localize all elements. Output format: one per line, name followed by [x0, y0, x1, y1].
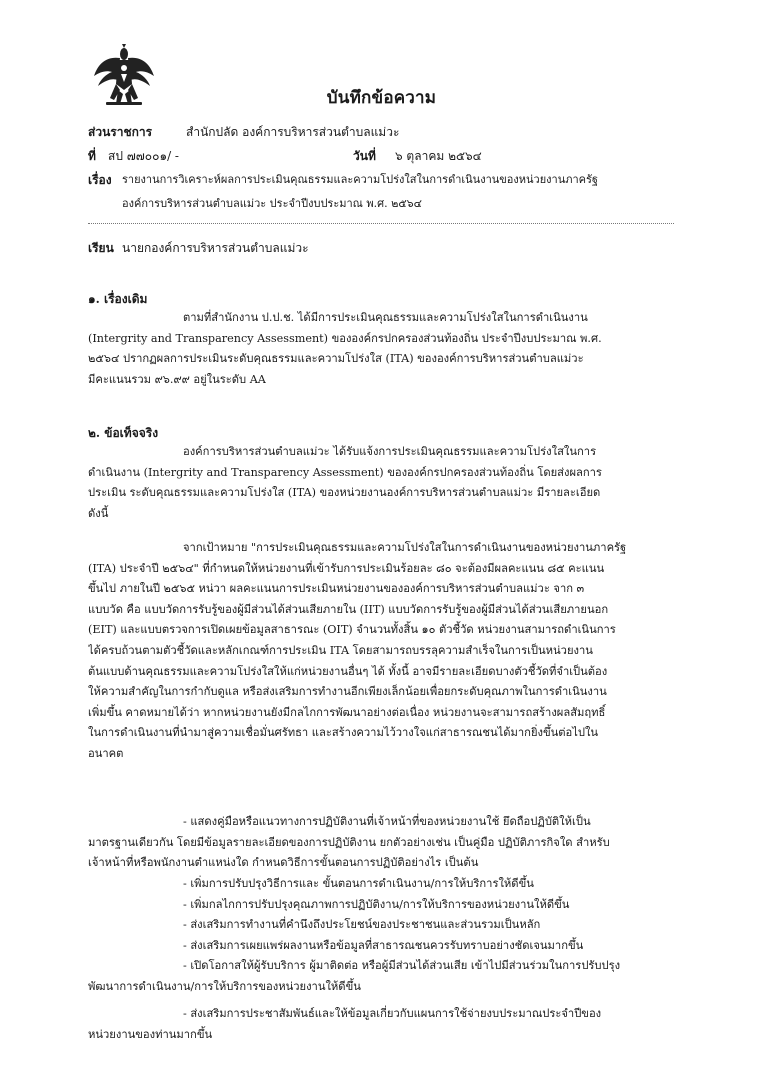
bullet-open-participation — [88, 956, 676, 997]
text-line: หน่วยงานของท่านมากขึ้น — [88, 1027, 213, 1041]
list-item: - ส่งเสริมการทำงานที่คำนึงถึงประโยชน์ของประชาชนและส่วนรวมเป็นหลัก — [183, 918, 541, 932]
subject-line-2: องค์การบริหารส่วนตำบลแม่วะ ประจำปีงบประมาณ พ.ศ. ๒๕๖๔ — [122, 197, 422, 210]
text-line: เพิ่มขึ้น คาดหมายได้ว่า หากหน่วยงานยังมีกลไกการพัฒนาอย่างต่อเนื่อง หน่วยงานจะสามารถสร้างผลสัมฤทธิ์ — [88, 705, 606, 719]
org-label: ส่วนราชการ — [88, 125, 153, 139]
text-line: องค์การบริหารส่วนตำบลแม่วะ ได้รับแจ้งการประเมินคุณธรรมและความโปร่งใสในการ — [183, 445, 597, 458]
text-line: อนาคต — [88, 746, 124, 760]
document-title: บันทึกข้อความ — [326, 88, 437, 108]
section-2-heading: ๒. ข้อเท็จจริง — [88, 426, 159, 440]
text-line: - เปิดโอกาสให้ผู้รับบริการ ผู้มาติดต่อ หรือผู้มีส่วนได้ส่วนเสีย เข้าไปมีส่วนร่วมในการปรับปรุง — [183, 959, 621, 972]
to-value: นายกองค์การบริหารส่วนตำบลแม่วะ — [122, 241, 309, 255]
section-1-heading: ๑. เรื่องเดิม — [88, 292, 148, 306]
text-line: แบบวัด คือ แบบวัดการรับรู้ของผู้มีส่วนได้ส่วนเสียภายใน (IIT) แบบวัดการรับรู้ของผู้มีส่วนได้ส่วนเสียภายนอก — [88, 602, 609, 616]
text-line: มาตรฐานเดียวกัน โดยมีข้อมูลรายละเอียดของการปฏิบัติงาน ยกตัวอย่างเช่น เป็นคู่มือ ปฏิบัติภารกิจใด สำหรับ — [88, 835, 610, 849]
list-item: - ส่งเสริมการเผยแพร่ผลงานหรือข้อมูลที่สาธารณชนควรรับทราบอย่างชัดเจนมากขึ้น — [183, 938, 584, 952]
subject-line-1: รายงานการวิเคราะห์ผลการประเมินคุณธรรมและความโปร่งใสในการดำเนินงานของหน่วยงานภาครัฐ — [122, 173, 598, 186]
ref-value: สป ๗๗๐๐๑/ - — [108, 149, 179, 163]
ref-label: ที่ — [88, 149, 96, 163]
list-item: - เพิ่มการปรับปรุงวิธีการและ ขั้นตอนการดำเนินงาน/การให้บริการให้ดีขึ้น — [183, 877, 534, 890]
section-1-body — [88, 308, 676, 390]
header-divider — [88, 223, 674, 224]
text-line: ขึ้นไป ภายในปี ๒๕๖๕ หน่วา ผลคะแนนการประเมินหน่วยงานขององค์การบริหารส่วนตำบลแม่วะ จาก ๓ — [88, 582, 585, 596]
text-line: ได้ครบถ้วนตามตัวชี้วัดและหลักเกณฑ์การประเมิน ITA โดยสามารถบรรลุความสำเร็จในการเป็นหน่วยงาน — [88, 643, 593, 657]
text-line: ให้ความสำคัญในการกำกับดูแล หรือส่งเสริมการทำงานอีกเพียงเล็กน้อยเพื่อยกระดับคุณภาพในการดำเนินงาน — [88, 685, 607, 699]
text-line: พัฒนาการดำเนินงาน/การให้บริการของหน่วยงานให้ดีขึ้น — [88, 979, 361, 993]
text-line: ดำเนินงาน (Intergrity and Transparency Assessment) ขององค์กรปกครองส่วนท้องถิ่น โดยส่งผลการ — [88, 465, 602, 479]
text-line: ตามที่สำนักงาน ป.ป.ช. ได้มีการประเมินคุณธรรมและความโปร่งใสในการดำเนินงาน — [183, 311, 588, 324]
to-label: เรียน — [88, 241, 114, 255]
text-line: มีคะแนนรวม ๙๖.๙๙ อยู่ในระดับ AA — [88, 372, 266, 386]
text-line: ดังนี้ — [88, 506, 109, 520]
subject-label: เรื่อง — [88, 173, 112, 187]
section-2-para-1 — [88, 442, 676, 524]
bullet-manual — [88, 812, 676, 874]
list-item: - เพิ่มกลไกการปรับปรุงคุณภาพการปฏิบัติงาน/การให้บริการของหน่วยงานให้ดีขึ้น — [183, 897, 570, 911]
text-line: (Intergrity and Transparency Assessment) ขององค์กรปกครองส่วนท้องถิ่น ประจำปีงบประมาณ พ.ศ. — [88, 331, 602, 345]
text-line: - ส่งเสริมการประชาสัมพันธ์และให้ข้อมูลเกี่ยวกับแผนการใช้จ่ายงบประมาณประจำปีของ — [183, 1007, 602, 1020]
text-line: (ITA) ประจำปี ๒๕๖๔" ที่กำหนดให้หน่วยงานที่เข้ารับการประเมินร้อยละ ๘๐ จะต้องมีผลคะแนน ๘๕ คะแนน — [88, 561, 605, 575]
text-line: ในการดำเนินงานที่นำมาสู่ความเชื่อมั่นศรัทธา และสร้างความไว้วางใจแก่สาธารณชนได้มากยิ่งขึ้นต่อไปใน — [88, 726, 599, 740]
text-line: (EIT) และแบบตรวจการเปิดเผยข้อมูลสาธารณะ (OIT) จำนวนทั้งสิ้น ๑๐ ตัวชี้วัด หน่วยงานสามารถดำเนินการ — [88, 623, 616, 637]
text-line: - แสดงคู่มือหรือแนวทางการปฏิบัติงานที่เจ้าหน้าที่ของหน่วยงานใช้ ยึดถือปฏิบัติให้เป็น — [183, 815, 591, 828]
date-value: ๖ ตุลาคม ๒๕๖๔ — [395, 149, 482, 163]
text-line: ๒๕๖๔ ปรากฏผลการประเมินระดับคุณธรรมและความโปร่งใส (ITA) ขององค์การบริหารส่วนตำบลแม่วะ — [88, 352, 584, 366]
text-line: เจ้าหน้าที่หรือพนักงานตำแหน่งใด กำหนดวิธีการขั้นตอนการปฏิบัติอย่างไร เป็นต้น — [88, 856, 479, 870]
section-2-para-2 — [88, 538, 676, 765]
text-line: ประเมิน ระดับคุณธรรมและความโปร่งใส (ITA) ของหน่วยงานองค์การบริหารส่วนตำบลแม่วะ มีรายละเอียด — [88, 486, 601, 500]
bullet-public-relations — [88, 1004, 676, 1045]
org-value: สำนักปลัด องค์การบริหารส่วนตำบลแม่วะ — [186, 125, 400, 139]
date-label: วันที่ — [353, 149, 376, 163]
text-line: ต้นแบบด้านคุณธรรมและความโปร่งใสให้แก่หน่วยงานอื่นๆ ได้ ทั้งนี้ อาจมีรายละเอียดบางตัวชี้วัดที่จำเป็นต้อง — [88, 664, 608, 678]
sub-bullet-list — [88, 874, 676, 956]
text-line: จากเป้าหมาย "การประเมินคุณธรรมและความโปร่งใสในการดำเนินงานของหน่วยงานภาครัฐ — [183, 541, 627, 554]
